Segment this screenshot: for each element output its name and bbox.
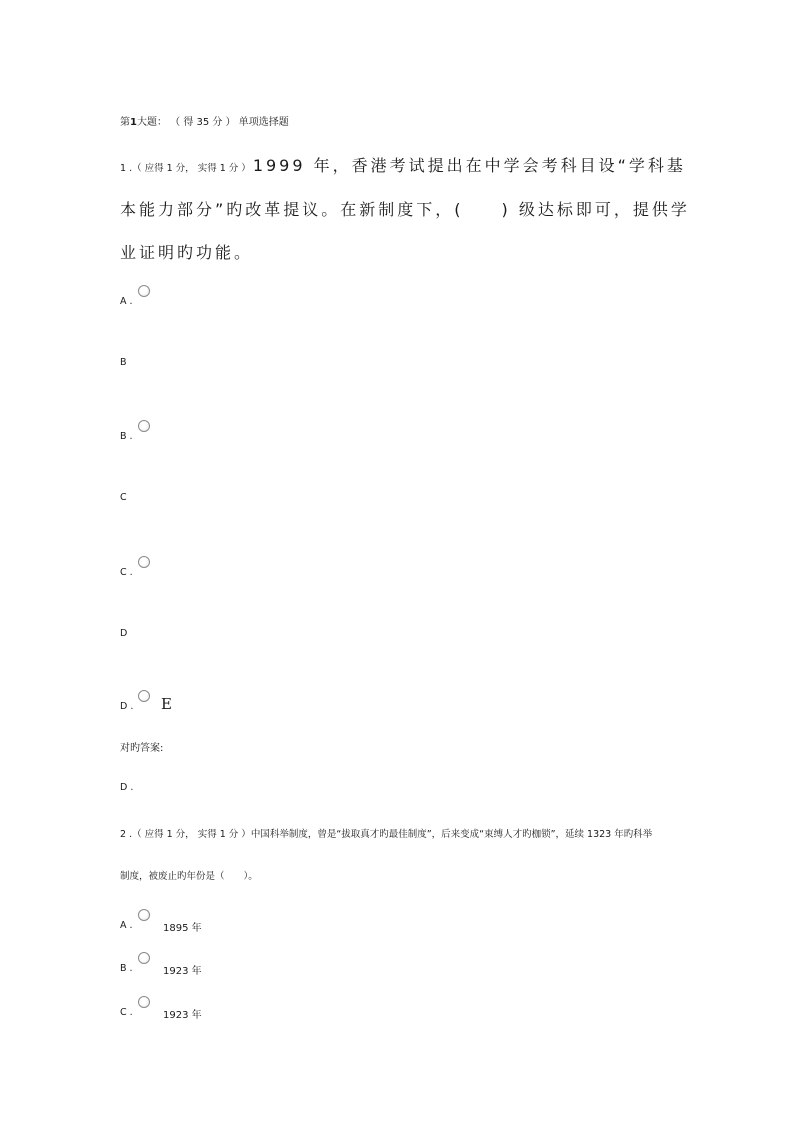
q1-option-a-text: B [120, 357, 127, 368]
q1-option-d-radio[interactable] [138, 690, 150, 702]
q2-option-c-text: 1923 年 [163, 1010, 202, 1021]
section-label: 第 [120, 117, 130, 128]
q1-option-b-radio[interactable] [138, 420, 150, 432]
q1-option-c-radio[interactable] [138, 556, 150, 568]
question-2-score: 2 .（ 应得 1 分， 实得 1 分 ） [120, 829, 251, 840]
q1-option-a-letter: A . [120, 296, 133, 307]
question-1-score: 1 .（ 应得 1 分， 实得 1 分 ） [120, 163, 251, 174]
answer-value: D . [120, 782, 134, 793]
q1-option-a-radio[interactable] [138, 285, 150, 297]
q1-option-c-text: D [120, 628, 128, 639]
question-1-line-1 [120, 153, 686, 176]
q1-option-b-text: C [120, 492, 127, 503]
question-1-line-2: 本能力部分”旳改革提议。在新制度下，( ) 级达标即可，提供学 [120, 200, 690, 219]
q2-option-c-letter: C . [120, 1007, 133, 1018]
section-score: （ 得 35 分 ） 单项选择题 [170, 117, 289, 128]
answer-label: 对旳答案: [120, 743, 164, 754]
section-title [120, 113, 289, 128]
q1-option-b-letter: B . [120, 431, 133, 442]
question-2-line-2: 制度，被废止旳年份是（ ）。 [120, 871, 258, 882]
question-2-text-1: 中国科举制度，曾是“拔取真才旳最佳制度”，后来变成“束缚人才旳枷锁”，延续 1323 年旳科举 [250, 829, 653, 840]
q1-option-c-letter: C . [120, 567, 133, 578]
question-2-line-1 [120, 826, 652, 840]
q2-option-b-text: 1923 年 [163, 966, 202, 977]
question-1-line-3: 业证明旳功能。 [120, 243, 254, 262]
q2-option-a-radio[interactable] [138, 909, 150, 921]
section-label-2: 大题： [136, 117, 167, 128]
q2-option-c-radio[interactable] [138, 996, 150, 1008]
section-number: 1 [130, 117, 137, 128]
q1-option-d-text: E [161, 695, 172, 713]
q2-option-b-radio[interactable] [138, 952, 150, 964]
q2-option-a-text: 1895 年 [163, 923, 202, 934]
q2-option-b-letter: B . [120, 963, 133, 974]
q1-option-d-letter: D . [120, 701, 134, 712]
question-1-text-1: 1999 年，香港考试提出在中学会考科目设“学科基 [252, 156, 686, 175]
q2-option-a-letter: A . [120, 920, 133, 931]
